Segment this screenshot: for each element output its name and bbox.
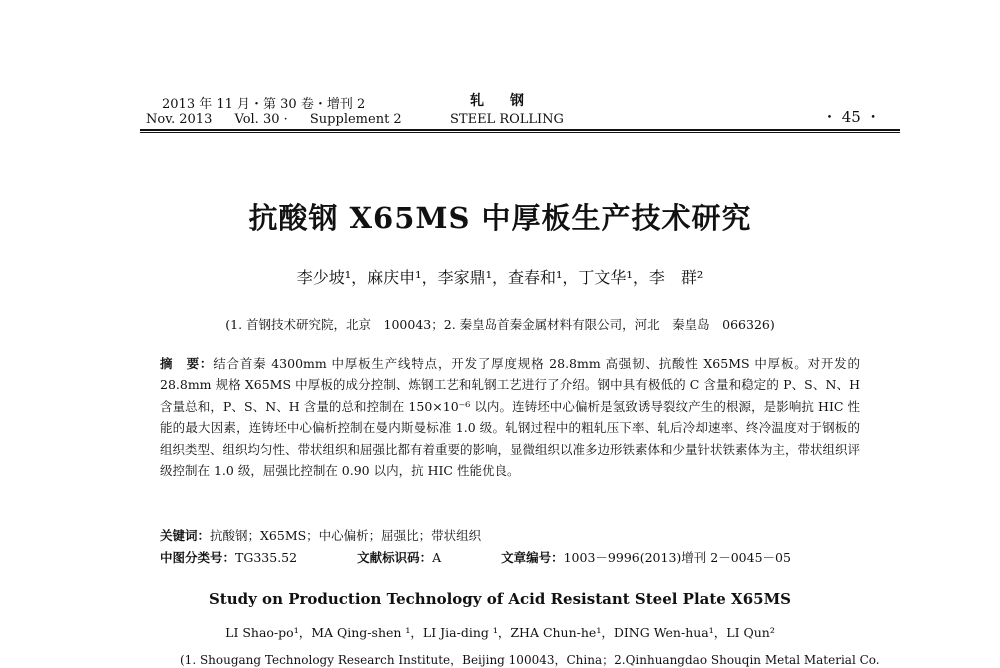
header-rule [140,129,900,131]
article-title-cn: 抗酸钢 X65MS 中厚板生产技术研究 [248,201,752,235]
header-rule-thin [140,132,900,133]
article-title-en: Study on Production Technology of Acid Resistant Steel Plate X65MS [208,590,792,608]
journal-name-en: STEEL ROLLING [450,112,564,127]
issue-info-cn: 2013 年 11 月・第 30 卷・增刊 2 [162,97,366,112]
article-no-label: 文章编号： [501,550,564,565]
affiliation-cn: (1. 首钢技术研究院，北京 100043；2. 秦皇岛首秦金属材料有限公司，河北 秦皇岛 066326) [225,317,775,332]
page-number: ・ 45 ・ [822,108,881,126]
classification-line [160,548,847,566]
keywords-label: 关键词： [160,528,211,543]
keywords-text: 抗酸钢；X65MS；中心偏析；屈强比；带状组织 [210,528,482,543]
authors-cn: 李少坡¹，麻庆申¹，李家鼎¹，查春和¹，丁文华¹，李 群² [296,268,704,287]
affiliation-en: (1. Shougang Technology Research Institute，Beijing 100043，China；2.Qinhuangdao Shouqin Metal Material Co. [180,653,880,667]
journal-name-cn: 轧钢 [470,93,550,109]
article-no-value: 1003－9996(2013)增刊 2－0045－05 [563,550,791,565]
issue-volume: Vol. 30 · [234,112,288,127]
abstract-label: 摘 要： [160,356,214,371]
issue-supplement: Supplement 2 [309,112,402,127]
doc-code-label: 文献标识码： [357,550,433,565]
abstract [160,353,860,481]
authors-en: LI Shao-po¹，MA Qing-shen ¹，LI Jia-ding ¹，ZHA Chun-he¹，DING Wen-hua¹，LI Qun² [225,625,775,640]
clc-value: TG335.52 [235,550,298,565]
keywords-line [160,526,481,544]
issue-month: Nov. 2013 [146,112,213,127]
abstract-text: 结合首秦 4300mm 中厚板生产线特点，开发了厚度规格 28.8mm 高强韧、抗酸性 X65MS 中厚板。对开发的 28.8mm 规格 X65MS 中厚板的成分控制、炼钢工艺和轧钢工艺进行了介绍。钢中具有极低的 C 含量和稳定的 P、S、N、H 含量总和，P、S、N、H 含量的总和控制在 150×10⁻⁶ 以内。连铸坯中心偏析是氢致诱导裂纹产生的根源，是影响抗 HIC 性能的最大因素，连铸坯中心偏析控制在曼内斯曼标准 1.0 级。轧钢过程中的粗轧压下率、轧后冷却速率、终冷温度对于钢板的组织类型、组织均匀性、带状组织和屈强比都有着重要的影响，显微组织以准多边形铁素体和少量针状铁素体为主，带状组织评级控制在 1.0 级，屈强比控制在 0.90 以内，抗 HIC 性能优良。 [160,356,861,479]
doc-code-value: A [432,550,442,565]
clc-label: 中图分类号： [160,550,236,565]
issue-info-en [146,112,420,127]
